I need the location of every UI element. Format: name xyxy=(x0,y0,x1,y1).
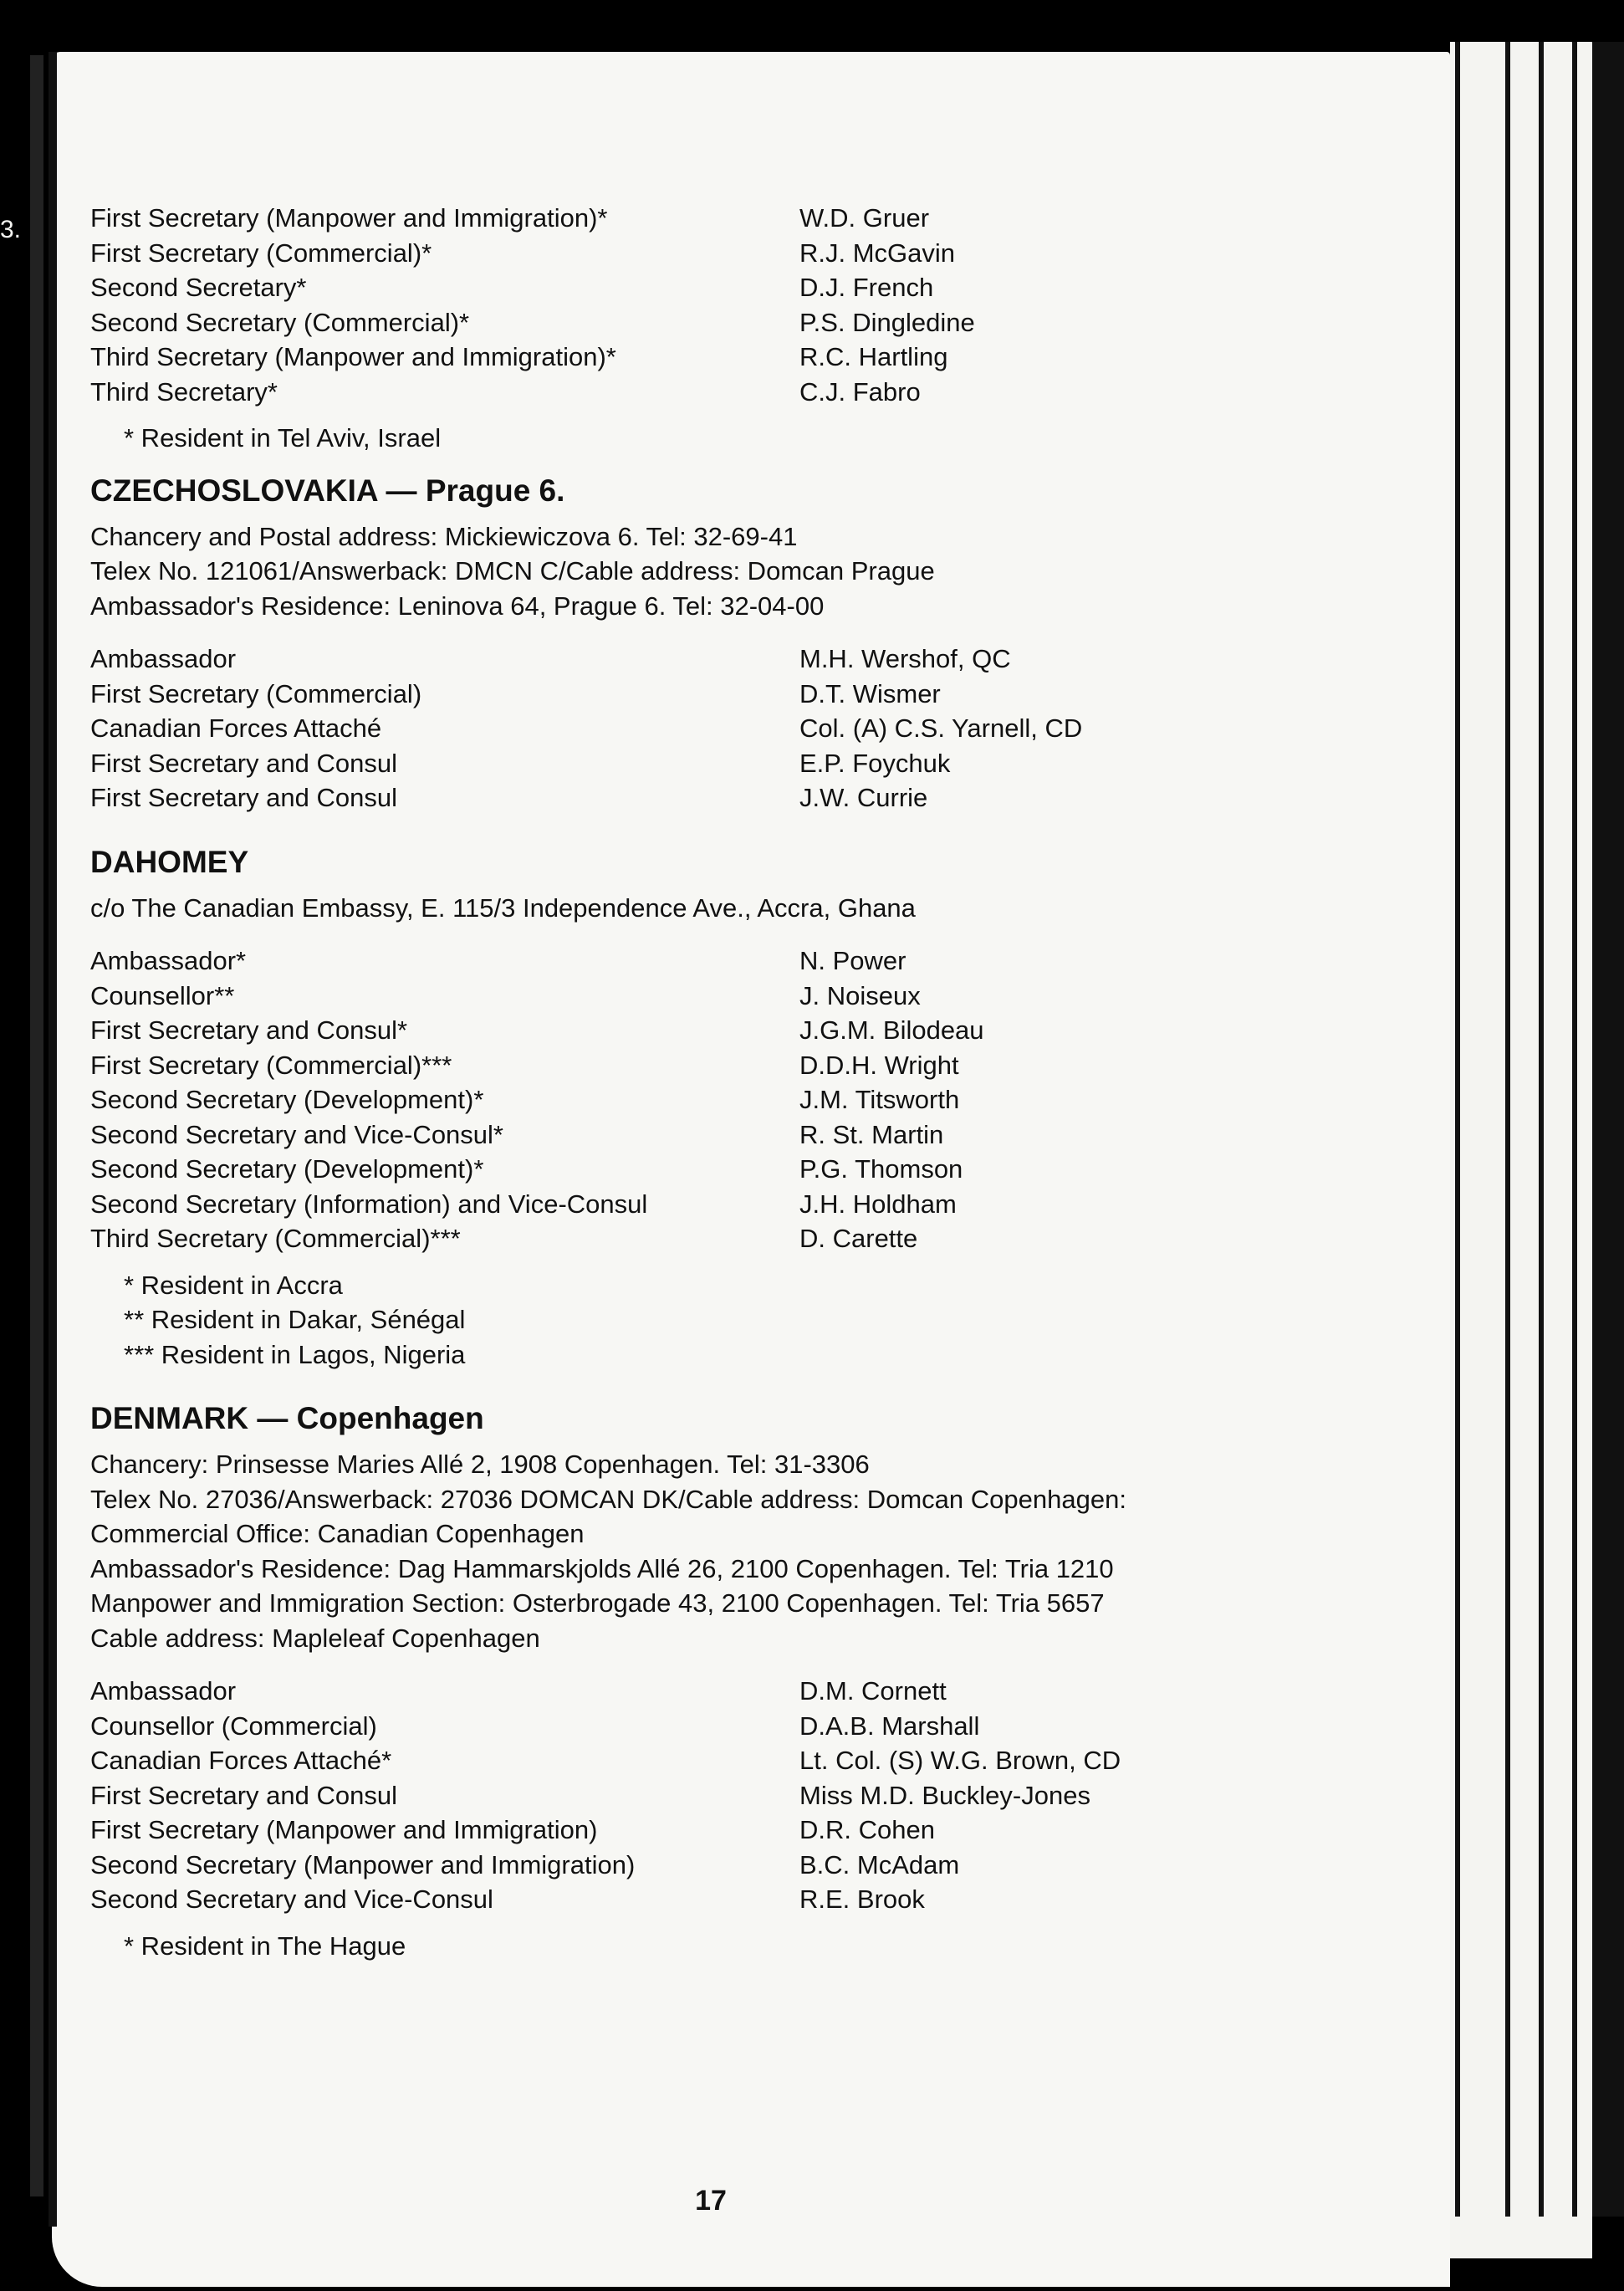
staff-name: D.D.H. Wright xyxy=(799,1050,959,1080)
staff-row xyxy=(90,201,1303,236)
staff-role: Second Secretary (Development)* xyxy=(90,1154,484,1184)
staff-name: D.A.B. Marshall xyxy=(799,1711,980,1741)
page-edge-line xyxy=(1455,42,1460,2217)
staff-role: Third Secretary (Commercial)*** xyxy=(90,1224,461,1253)
staff-row xyxy=(90,305,1303,340)
staff-role: First Secretary (Manpower and Immigration) xyxy=(90,1815,598,1844)
staff-name: C.J. Fabro xyxy=(799,376,921,407)
page-edge-line xyxy=(1572,42,1577,2217)
staff-role: Third Secretary (Manpower and Immigration)* xyxy=(90,342,616,371)
staff-role: Second Secretary (Commercial)* xyxy=(90,307,470,337)
staff-name: R.E. Brook xyxy=(799,1884,925,1914)
footnote: * Resident in Tel Aviv, Israel xyxy=(124,423,442,453)
staff-name: J.W. Currie xyxy=(799,783,928,812)
staff-role: First Secretary (Manpower and Immigration)* xyxy=(90,203,608,233)
staff-name: D.J. French xyxy=(799,273,934,302)
staff-row xyxy=(90,1674,1303,1709)
staff-row xyxy=(90,979,1303,1014)
staff-role: Ambassador xyxy=(90,644,237,673)
staff-role: First Secretary and Consul xyxy=(90,783,397,812)
staff-row xyxy=(90,1152,1303,1187)
staff-name: R. St. Martin xyxy=(799,1119,944,1149)
staff-row xyxy=(90,780,1303,816)
staff-row xyxy=(90,236,1303,271)
staff-row xyxy=(90,270,1303,305)
page-edge-line xyxy=(1505,42,1510,2217)
page-number: 17 xyxy=(695,2185,727,2217)
binding-shadow xyxy=(30,55,43,2196)
address-line: Ambassador's Residence: Leninova 64, Prague 6. Tel: 32-04-00 xyxy=(90,591,825,621)
staff-role: First Secretary and Consul xyxy=(90,1780,397,1810)
staff-name: D.T. Wismer xyxy=(799,678,941,708)
staff-role: First Secretary (Commercial)*** xyxy=(90,1050,452,1080)
address-line: Ambassador's Residence: Dag Hammarskjolds Allé 26, 2100 Copenhagen. Tel: Tria 1210 xyxy=(90,1553,1114,1583)
directory-content xyxy=(90,201,1303,1963)
staff-name: Col. (A) C.S. Yarnell, CD xyxy=(799,713,1083,743)
staff-row xyxy=(90,340,1303,375)
staff-role: Counsellor** xyxy=(90,980,235,1010)
address-line: Chancery: Prinsesse Maries Allé 2, 1908 Copenhagen. Tel: 31-3306 xyxy=(90,1450,870,1479)
staff-name: D.R. Cohen xyxy=(799,1815,935,1844)
staff-name: P.G. Thomson xyxy=(799,1154,963,1184)
staff-name: M.H. Wershof, QC xyxy=(799,644,1011,673)
page-edge-line xyxy=(1592,42,1624,2217)
staff-role: Second Secretary and Vice-Consul xyxy=(90,1884,493,1914)
staff-row xyxy=(90,746,1303,781)
staff-name: J.M. Titsworth xyxy=(799,1085,960,1114)
staff-name: P.S. Dingledine xyxy=(799,307,975,337)
staff-name: R.C. Hartling xyxy=(799,342,948,371)
staff-row xyxy=(90,1082,1303,1117)
staff-name: R.J. McGavin xyxy=(799,238,956,268)
staff-role: Second Secretary (Development)* xyxy=(90,1085,484,1114)
section-heading: CZECHOSLOVAKIA — Prague 6. xyxy=(90,473,565,508)
israel-section xyxy=(90,201,1303,456)
section-heading: DAHOMEY xyxy=(90,844,249,879)
staff-role: Second Secretary (Manpower and Immigration) xyxy=(90,1849,636,1879)
staff-row xyxy=(90,1882,1303,1917)
staff-name: N. Power xyxy=(799,946,906,975)
staff-row xyxy=(90,642,1303,677)
staff-name: J. Noiseux xyxy=(799,980,921,1010)
address-line: Commercial Office: Canadian Copenhagen xyxy=(90,1519,585,1548)
staff-name: B.C. McAdam xyxy=(799,1849,960,1879)
staff-row xyxy=(90,1813,1303,1848)
page-edge-line xyxy=(1539,42,1544,2217)
footnote: ** Resident in Dakar, Sénégal xyxy=(124,1305,466,1334)
staff-row xyxy=(90,711,1303,746)
staff-role: First Secretary and Consul xyxy=(90,748,397,778)
staff-row xyxy=(90,1778,1303,1813)
denmark-section xyxy=(90,1372,1303,1963)
staff-role: Counsellor (Commercial) xyxy=(90,1711,377,1741)
address-line: Telex No. 27036/Answerback: 27036 DOMCAN DK/Cable address: Domcan Copenhagen: xyxy=(90,1484,1126,1514)
staff-row xyxy=(90,1187,1303,1222)
staff-row xyxy=(90,1743,1303,1778)
staff-name: J.G.M. Bilodeau xyxy=(799,1015,984,1045)
staff-role: Ambassador* xyxy=(90,946,247,975)
staff-role: Second Secretary (Information) and Vice-Consul xyxy=(90,1189,648,1219)
staff-name: Miss M.D. Buckley-Jones xyxy=(799,1780,1090,1810)
footnote: * Resident in Accra xyxy=(124,1270,343,1300)
staff-row xyxy=(90,375,1303,410)
staff-row xyxy=(90,677,1303,712)
staff-row xyxy=(90,944,1303,979)
staff-row xyxy=(90,1221,1303,1256)
address-line: Chancery and Postal address: Mickiewiczova 6. Tel: 32-69-41 xyxy=(90,521,798,551)
staff-name: E.P. Foychuk xyxy=(799,748,951,778)
binding-edge xyxy=(49,52,57,2227)
staff-row xyxy=(90,1709,1303,1744)
staff-role: Ambassador xyxy=(90,1676,237,1705)
address-line: Telex No. 121061/Answerback: DMCN C/Cable address: Domcan Prague xyxy=(90,556,935,586)
dahomey-section xyxy=(90,816,1303,1373)
margin-mark: 3. xyxy=(0,216,22,243)
staff-role: First Secretary (Commercial)* xyxy=(90,238,432,268)
staff-role: Canadian Forces Attaché* xyxy=(90,1746,392,1775)
staff-role: First Secretary (Commercial) xyxy=(90,678,422,708)
staff-row xyxy=(90,1013,1303,1048)
staff-name: D.M. Cornett xyxy=(799,1676,947,1705)
footnote: *** Resident in Lagos, Nigeria xyxy=(124,1339,466,1369)
staff-role: Canadian Forces Attaché xyxy=(90,713,382,743)
staff-row xyxy=(90,1117,1303,1153)
staff-row xyxy=(90,1848,1303,1883)
footnote: * Resident in The Hague xyxy=(124,1930,406,1961)
stacked-page-edges xyxy=(1450,42,1592,2258)
staff-name: W.D. Gruer xyxy=(799,203,930,233)
staff-name: J.H. Holdham xyxy=(799,1189,957,1219)
staff-role: Second Secretary* xyxy=(90,273,307,302)
section-heading: DENMARK — Copenhagen xyxy=(90,1401,484,1435)
staff-row xyxy=(90,1048,1303,1083)
address-line: c/o The Canadian Embassy, E. 115/3 Independence Ave., Accra, Ghana xyxy=(90,892,916,923)
address-line: Cable address: Mapleleaf Copenhagen xyxy=(90,1623,540,1653)
staff-name: D. Carette xyxy=(799,1224,918,1253)
czechoslovakia-section xyxy=(90,471,1303,816)
staff-role: First Secretary and Consul* xyxy=(90,1015,408,1045)
staff-name: Lt. Col. (S) W.G. Brown, CD xyxy=(799,1746,1121,1775)
staff-role: Third Secretary* xyxy=(90,376,278,407)
staff-role: Second Secretary and Vice-Consul* xyxy=(90,1119,503,1149)
address-line: Manpower and Immigration Section: Osterbrogade 43, 2100 Copenhagen. Tel: Tria 5657 xyxy=(90,1588,1105,1618)
